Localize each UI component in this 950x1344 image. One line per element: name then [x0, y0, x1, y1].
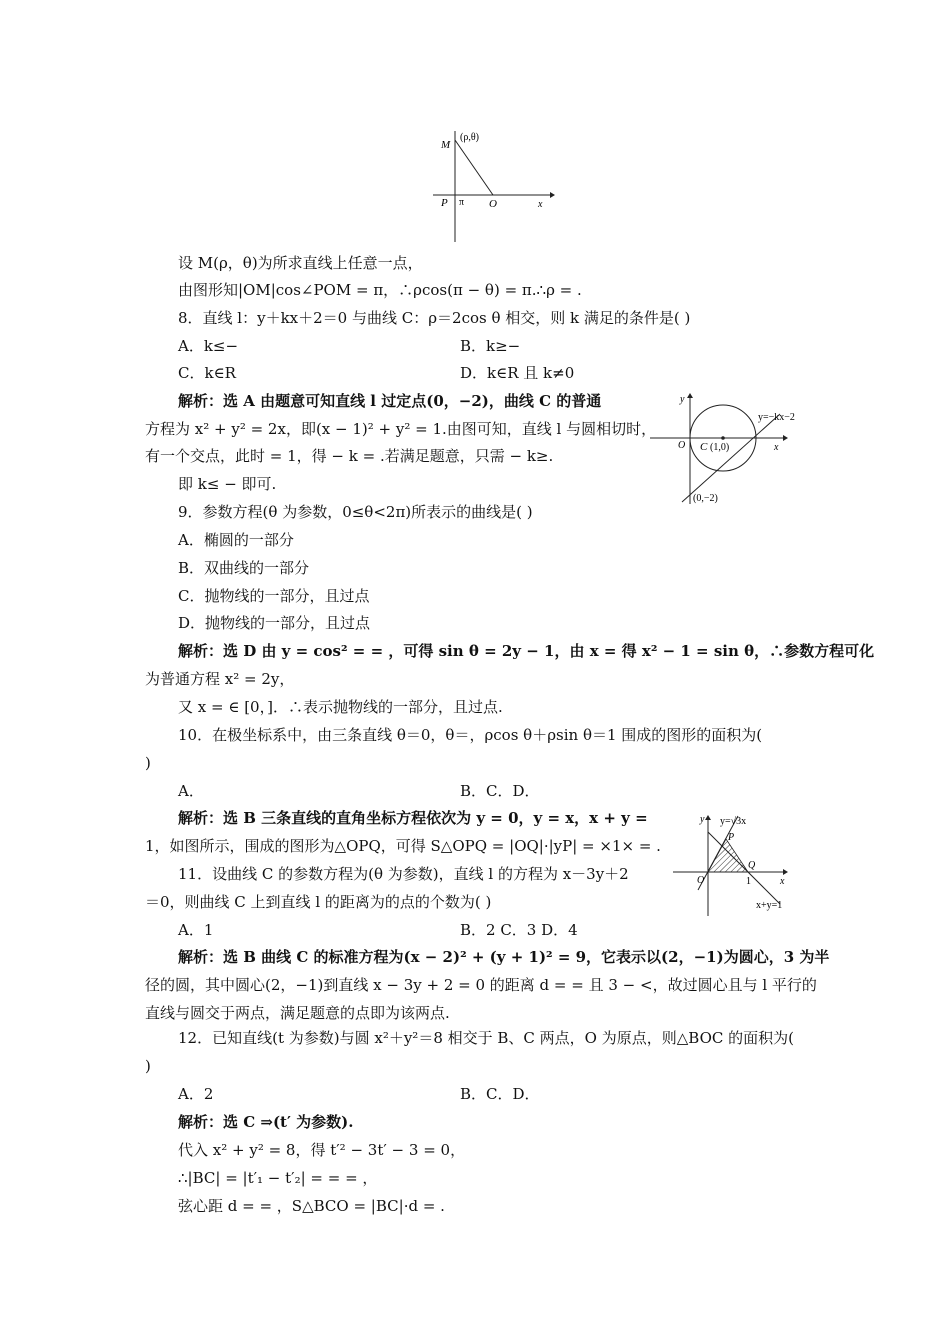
label-point: (0,−2) — [693, 493, 718, 504]
q11-options-bcd: B．2 C．3 D．4 — [460, 921, 578, 939]
q8-solution-1: 解析：选 A 由题意可知直线 l 过定点(0，−2)，曲线 C 的普通 — [178, 392, 602, 410]
label-x: x — [780, 876, 785, 887]
label-pi: π — [459, 197, 465, 208]
q9-option-d: D．抛物线的一部分，且过点 — [178, 614, 371, 632]
q11-solution-1: 解析：选 B 曲线 C 的标准方程为(x − 2)² + (y + 1)² = 9，它表示以(2，−1)为圆心，3 为半 — [178, 948, 830, 966]
label-m: M — [441, 139, 451, 151]
label-x: x — [538, 199, 543, 210]
label-rho-theta: (ρ,θ) — [460, 132, 479, 143]
q10-option-a: A． — [178, 782, 204, 800]
q9-option-b: B．双曲线的一部分 — [178, 559, 310, 577]
label-line2: x+y=1 — [756, 900, 783, 911]
label-o: O — [697, 875, 705, 886]
q8-solution-3: 有一个交点，此时 = 1，得 − k = .若满足题意，只需 − k≥. — [145, 447, 554, 465]
q8-option-b: B．k≥− — [460, 337, 521, 355]
question-10-b: ) — [145, 754, 151, 772]
q12-option-a: A．2 — [178, 1085, 214, 1103]
line-mo — [455, 140, 493, 195]
line-1: 设 M(ρ，θ)为所求直线上任意一点， — [178, 254, 423, 272]
y-axis-arrow — [687, 393, 693, 398]
q9-option-c: C．抛物线的一部分，且过点 — [178, 587, 370, 605]
q11-option-a: A．1 — [178, 921, 214, 939]
triangle-figure — [668, 810, 798, 920]
label-o: O — [489, 198, 497, 210]
q9-solution-1: 解析：选 D 由 y = cos² = = ，可得 sin θ = 2y − 1，由 x = 得 x² − 1 = sin θ，∴参数方程可化 — [178, 642, 875, 660]
q10-solution-1: 解析：选 B 三条直线的直角坐标方程依次为 y = 0，y = x，x + y = — [178, 809, 648, 827]
q9-solution-2: 为普通方程 x² = 2y， — [145, 670, 295, 688]
polar-figure — [430, 128, 555, 244]
q8-solution-2: 方程为 x² + y² = 2x，即(x − 1)² + y² = 1.由图可知，直线 l 与圆相切时， — [145, 420, 657, 438]
line-2: 由图形知|OM|cos∠POM = π，∴ρcos(π − θ) = π.∴ρ = . — [178, 281, 582, 299]
q12-solution-2: 代入 x² + y² = 8，得 t′² − 3t′ − 3 = 0， — [178, 1141, 466, 1159]
label-one: 1 — [746, 876, 751, 887]
x-axis-arrow — [550, 192, 555, 198]
q8-option-c: C．k∈R — [178, 364, 236, 382]
question-12-b: ) — [145, 1057, 151, 1075]
x-axis-arrow — [783, 435, 788, 441]
label-q: Q — [748, 860, 756, 871]
label-p: P — [728, 832, 735, 843]
label-c: C — [700, 441, 708, 453]
circle-figure — [648, 390, 808, 508]
question-11-b: ＝0，则曲线 C 上到直线 l 的距离为的点的个数为( ) — [145, 893, 492, 911]
q12-options-bcd: B．C．D． — [460, 1085, 540, 1103]
q8-option-a: A．k≤− — [178, 337, 239, 355]
q9-solution-3: 又 x = ∈ [0，]．∴表示抛物线的一部分，且过点. — [178, 698, 503, 716]
q12-solution-4: 弦心距 d = = ，S△BCO = |BC|·d = . — [178, 1197, 445, 1215]
label-p: P — [441, 197, 448, 209]
question-9: 9．参数方程(θ 为参数，0≤θ<2π)所表示的曲线是( ) — [178, 503, 533, 521]
q10-options-bcd: B．C．D． — [460, 782, 540, 800]
label-line: y=−kx−2 — [758, 412, 795, 423]
q8-solution-4: 即 k≤ − 即可. — [178, 475, 277, 493]
q11-solution-3: 直线与圆交于两点，满足题意的点即为该两点. — [145, 1004, 450, 1022]
x-axis-arrow — [783, 869, 788, 875]
shaded-triangle — [708, 839, 748, 872]
q11-solution-2: 径的圆，其中圆心(2，−1)到直线 x − 3y + 2 = 0 的距离 d = = 且 3 − <，故过圆心且与 l 平行的 — [145, 976, 817, 994]
center-dot — [721, 436, 725, 440]
question-8: 8．直线 l：y＋kx＋2＝0 与曲线 C：ρ＝2cos θ 相交，则 k 满足的条件是( ) — [178, 309, 691, 327]
question-12-a: 12．已知直线(t 为参数)与圆 x²＋y²＝8 相交于 B、C 两点，O 为原点，则△BOC 的面积为( — [178, 1029, 794, 1047]
label-center: (1,0) — [710, 442, 730, 453]
label-y: y — [700, 814, 705, 825]
y-axis-arrow — [705, 815, 711, 820]
q8-option-d: D．k∈R 且 k≠0 — [460, 364, 575, 382]
question-10-a: 10．在极坐标系中，由三条直线 θ＝0，θ＝，ρcos θ＋ρsin θ＝1 围成的图形的面积为( — [178, 726, 763, 744]
question-11-a: 11．设曲线 C 的参数方程为(θ 为参数)，直线 l 的方程为 x－3y＋2 — [178, 865, 629, 883]
label-o: O — [678, 440, 686, 451]
q9-option-a: A．椭圆的一部分 — [178, 531, 294, 549]
label-line1: y=√3x — [720, 816, 747, 827]
label-x: x — [774, 442, 779, 453]
q12-solution-3: ∴|BC| = |t′₁ − t′₂| = = = ， — [178, 1169, 378, 1187]
q10-solution-2: 1，如图所示，围成的图形为△OPQ，可得 S△OPQ = |OQ|·|yP| = ×1× = . — [145, 837, 661, 855]
q12-solution-1: 解析：选 C ⇒(t′ 为参数). — [178, 1113, 354, 1131]
label-y: y — [680, 394, 685, 405]
